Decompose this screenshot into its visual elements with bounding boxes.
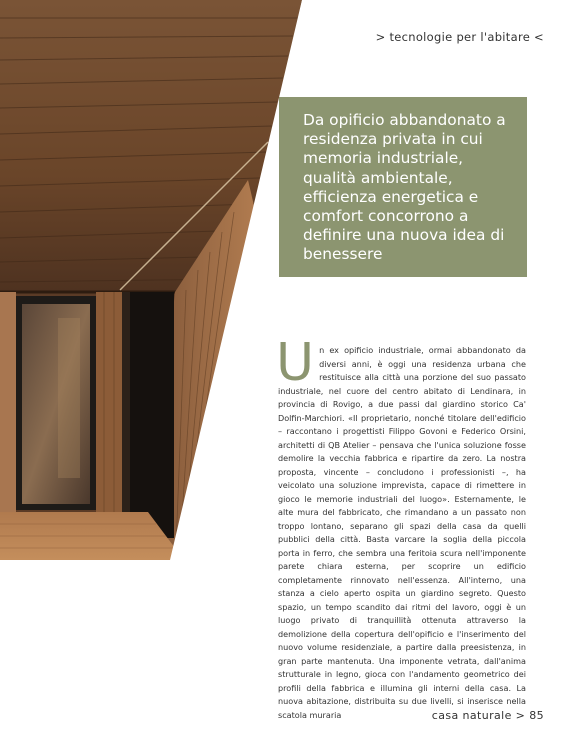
article-text: n ex opificio industriale, ormai abbandonato da diversi anni, è oggi una residenza urbana che restituisce alla città una porzione del suo passato industriale, nel cuore del centro abitato di Lendinara, in provincia di Rovigo, a due passi dal giardino storico Ca' Dolfin-Marchiori. «Il proprietario, nonché titolare dell'edificio – raccontano i progettisti Filippo Govoni e Federico Orsini, architetti di QB Atelier – pensava che l'unica soluzione fosse demolire la vecchia fabbrica e ripartire da zero. La nostra proposta, vincente – concludono i professionisti –, ha veicolato una soluzione imprevista, capace di rimettere in gioco le memorie industriali del luogo». Esternamente, le alte mura del fabbricato, che rimandano a un passato non troppo lontano, separano gli spazi della casa da quelli pubblici della città. Basta varcare la soglia della piccola porta in ferro, che sembra una feritoia scura nell'imponente parete chiara esterna, per scoprire un edificio completamente rinnovato nell'essenza. All'interno, una stanza a cielo aperto ospita un giardino segreto. Questo spazio, un tempo scandito dai ritmi del lavoro, oggi è un luogo privato di tranquillità ottenuta attraverso la demolizione della copertura dell'opificio e l'inserimento del nuovo volume residenziale, a partire dalla preesistenza, in gran parte mantenuta. Una imponente vetrata, dall'anima strutturale in legno, gioca con l'andamento geometrico dei profili della fabbrica e illumina gli interni della casa. La nuova abitazione, distribuita su due livelli, si inserisce nella scatola muraria <box>278 345 526 720</box>
opening-edge <box>122 292 130 538</box>
article-body <box>276 333 526 722</box>
wall-post <box>0 292 16 514</box>
page-footer: casa naturale > 85 <box>431 709 544 722</box>
headline: Da opificio abbandonato a residenza privata in cui memoria industriale, qualità ambientale, efficienza energetica e comfort concorrono a definire una nuova idea di benessere <box>303 111 506 264</box>
section-tag: > tecnologie per l'abitare < <box>375 30 544 44</box>
headline-box <box>279 97 527 277</box>
drop-cap: U <box>276 333 315 393</box>
door-reflection <box>58 318 80 478</box>
wood-panel <box>96 292 122 512</box>
